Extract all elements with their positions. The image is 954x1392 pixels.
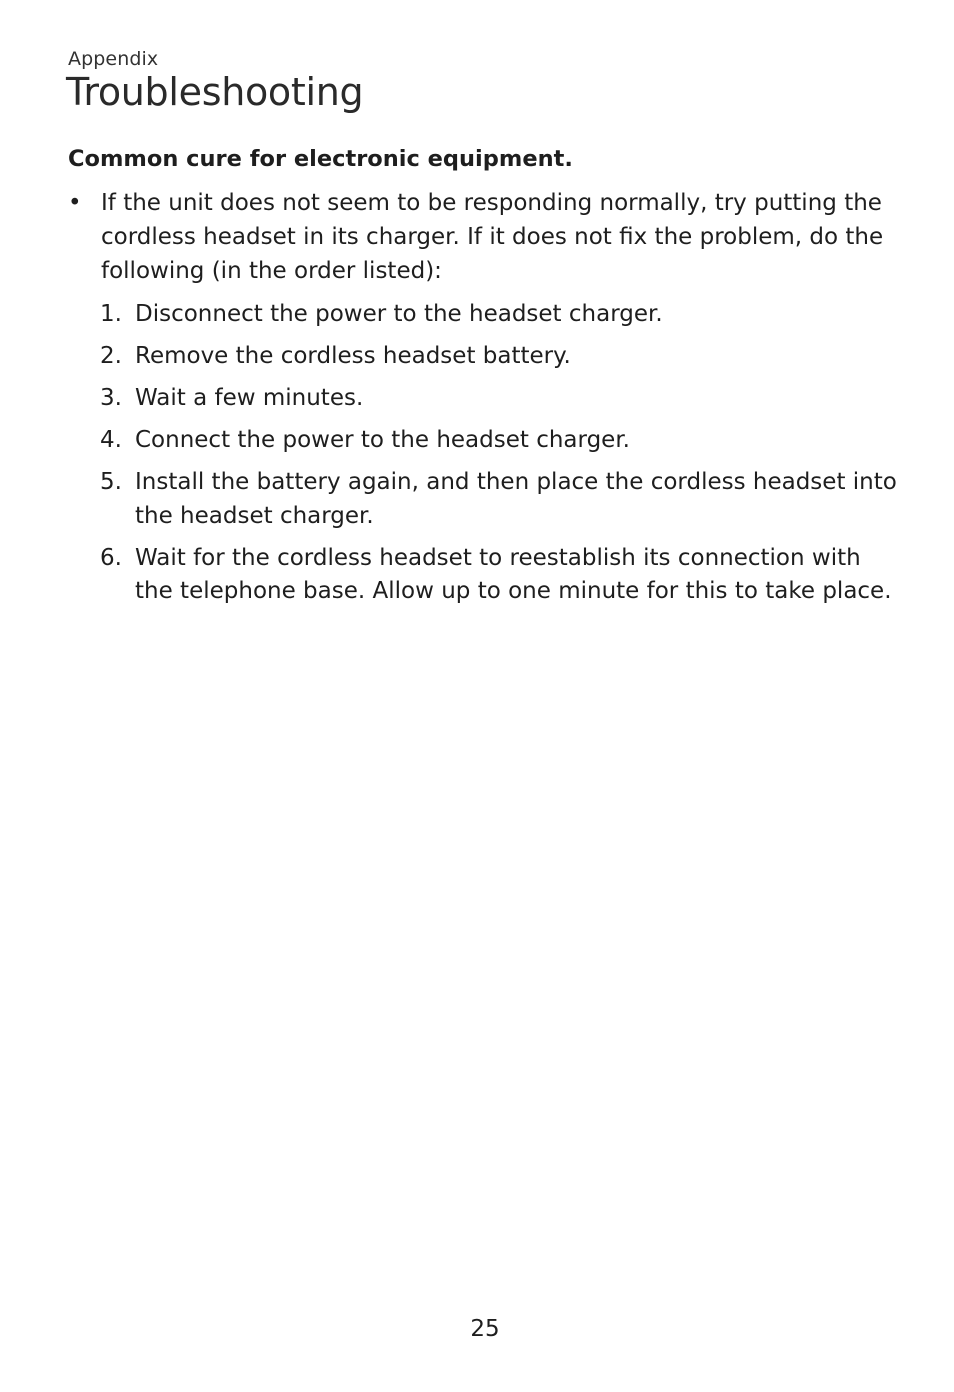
page-title: Troubleshooting	[66, 70, 364, 114]
bullet-text: If the unit does not seem to be responding normally, try putting the cordless headset in its charger. If it does not fix the problem, do the following (in the order listed):	[101, 190, 884, 284]
step-item	[100, 382, 900, 416]
step-item	[100, 298, 900, 332]
step-item	[100, 340, 900, 374]
step-number: 1.	[100, 301, 122, 327]
step-text: Wait for the cordless headset to reestablish its connection with the telephone base. Allow up to one minute for this to take place.	[135, 544, 892, 604]
step-text: Disconnect the power to the headset charger.	[135, 301, 663, 327]
section-label: Appendix	[68, 48, 159, 70]
bullet-item	[68, 186, 918, 288]
step-item	[100, 424, 900, 458]
bullet-marker: •	[68, 190, 82, 216]
step-text: Wait a few minutes.	[135, 385, 364, 411]
step-item	[100, 542, 900, 609]
step-text: Connect the power to the headset charger.	[135, 427, 630, 453]
subheading: Common cure for electronic equipment.	[68, 146, 573, 172]
bullet-list	[68, 186, 918, 288]
step-number: 4.	[100, 427, 122, 453]
page-number: 25	[470, 1316, 500, 1342]
step-number: 5.	[100, 469, 122, 495]
step-item	[100, 466, 900, 533]
step-text: Install the battery again, and then place the cordless headset into the headset charger.	[135, 469, 897, 529]
step-number: 3.	[100, 385, 122, 411]
step-number: 6.	[100, 544, 122, 571]
numbered-steps	[100, 298, 900, 617]
step-number: 2.	[100, 343, 122, 369]
step-text: Remove the cordless headset battery.	[135, 343, 571, 369]
